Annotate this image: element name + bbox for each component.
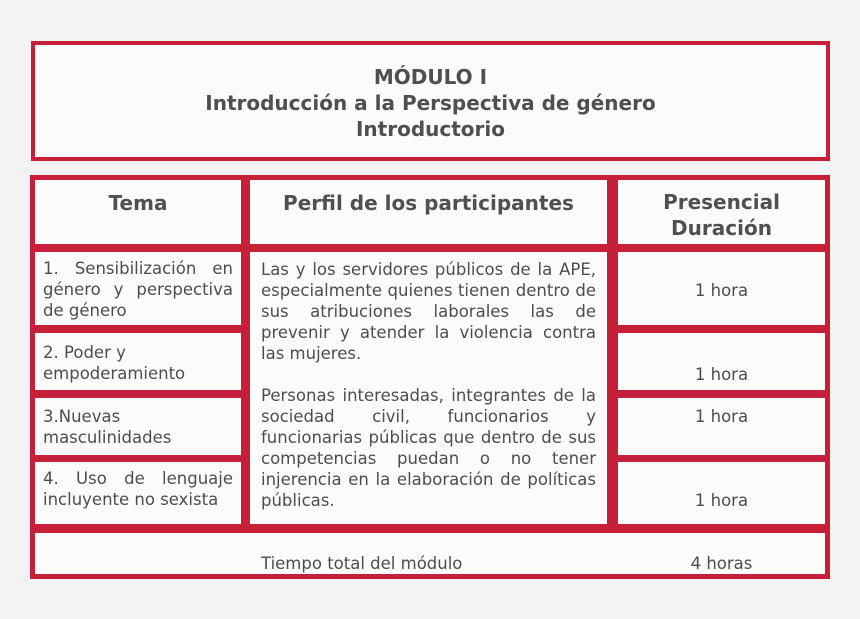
column-header-perfil <box>250 180 607 244</box>
total-row <box>35 533 825 574</box>
column-header-tema <box>35 180 241 244</box>
perfil-participantes <box>250 252 607 524</box>
total-label: Tiempo total del módulo <box>261 554 463 573</box>
column-header-tema-label: Tema <box>108 191 168 215</box>
tema-text: 3.Nuevas masculinidades <box>43 407 172 447</box>
module-level: Introductorio <box>355 117 505 141</box>
table-row-tema <box>35 252 241 325</box>
table-row-tema <box>35 462 241 524</box>
perfil-paragraph-2: Personas interesadas, integrantes de la sociedad civil, funcionarios y funcionarias públicas que dentro de sus competencias puedan o no tener injerencia en la elaboración de políticas públicas. <box>261 386 596 510</box>
duracion-value: 1 hora <box>694 281 749 300</box>
duracion-cell <box>618 333 825 390</box>
duracion-value: 1 hora <box>694 491 749 510</box>
total-value: 4 horas <box>690 554 753 573</box>
duracion-value: 1 hora <box>694 365 749 384</box>
tema-text: 4. Uso de lenguaje incluyente no sexista <box>43 469 233 509</box>
duracion-cell <box>618 462 825 524</box>
column-header-duracion-line2: Duración <box>671 216 772 240</box>
duracion-cell <box>618 398 825 455</box>
tema-text: 1. Sensibilización en género y perspectiva de género <box>43 259 233 320</box>
module-title: Introducción a la Perspectiva de género <box>205 91 656 115</box>
column-header-duracion-line1: Presencial <box>663 190 780 214</box>
duracion-cell <box>618 252 825 325</box>
perfil-paragraph-1: Las y los servidores públicos de la APE, especialmente quienes tienen dentro de sus atribuciones laborales las de prevenir y atender la violencia contra las mujeres. <box>261 260 596 363</box>
tema-text: 2. Poder y empoderamiento <box>43 343 186 383</box>
table-row-tema <box>35 398 241 455</box>
column-header-perfil-label: Perfil de los participantes <box>283 191 574 215</box>
duracion-value: 1 hora <box>694 407 749 426</box>
table-row-tema <box>35 333 241 390</box>
module-number: MÓDULO I <box>373 65 488 89</box>
module-header <box>31 41 830 161</box>
column-header-duracion <box>618 180 825 244</box>
